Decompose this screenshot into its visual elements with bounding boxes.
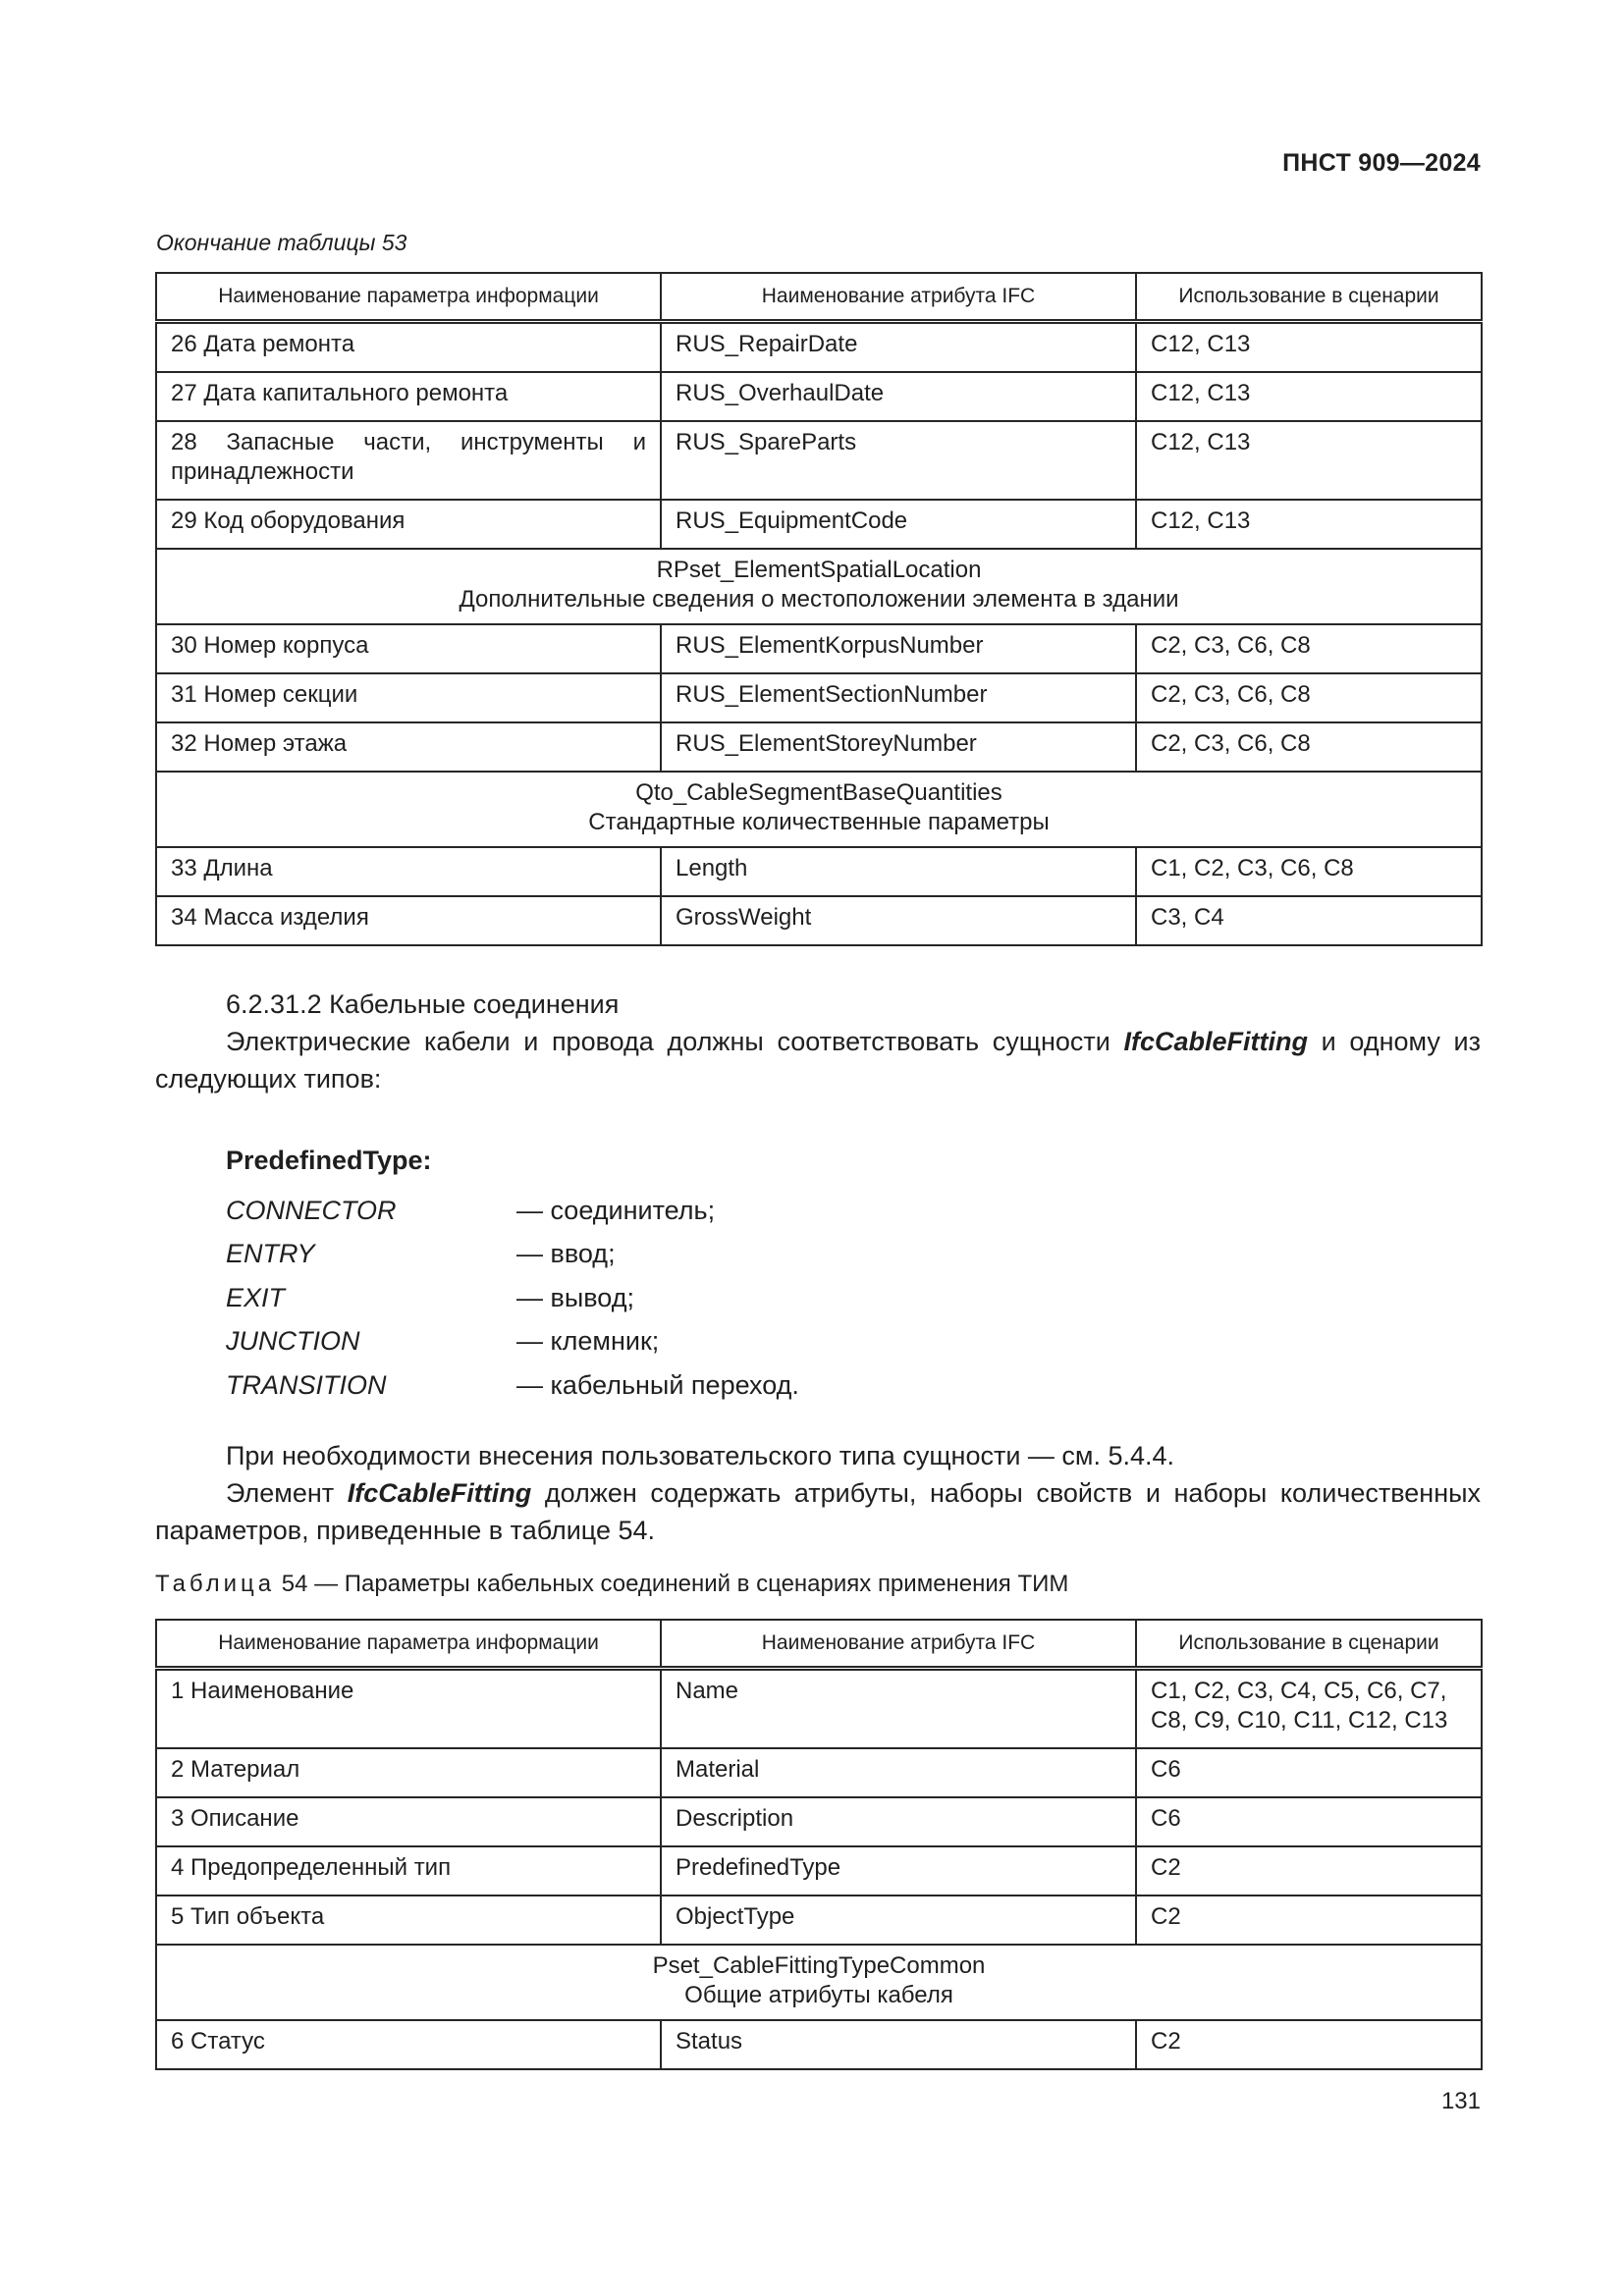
table-row — [156, 673, 1482, 722]
cell-scenario-usage: С1, С2, С3, С4, С5, С6, С7, С8, С9, С10, С11, С12, С13 — [1136, 1669, 1482, 1749]
property-set-group — [156, 1945, 1482, 2020]
type-name: ENTRY — [226, 1239, 315, 1268]
table-row — [156, 722, 1482, 772]
cell-ifc-attribute: RUS_SpareParts — [661, 421, 1136, 500]
table-54 — [155, 1619, 1483, 2070]
table-caption-title: 54 — Параметры кабельных соединений в сценариях применения ТИМ — [275, 1571, 1069, 1597]
table-header-row — [156, 1620, 1482, 1669]
quantity-set-name: Qto_CableSegmentBaseQuantities — [635, 779, 1002, 806]
entity-name: IfcCableFitting — [1123, 1027, 1308, 1056]
column-header-ifc-attribute: Наименование атрибута IFC — [661, 273, 1136, 322]
cell-scenario-usage: С6 — [1136, 1748, 1482, 1797]
column-header-scenario-usage: Использование в сценарии — [1136, 1620, 1482, 1669]
table-row — [156, 2020, 1482, 2069]
type-description: — вывод; — [516, 1282, 634, 1312]
table-row — [156, 1896, 1482, 1945]
quantity-set-description: Стандартные количественные параметры — [588, 809, 1050, 835]
cell-ifc-attribute: Length — [661, 847, 1136, 896]
cell-parameter: 27 Дата капитального ремонта — [156, 372, 661, 421]
type-description: — ввод; — [516, 1239, 616, 1268]
property-set-group — [156, 549, 1482, 624]
cell-parameter: 31 Номер секции — [156, 673, 661, 722]
cell-parameter: 4 Предопределенный тип — [156, 1846, 661, 1896]
property-set-name: RPset_ElementSpatialLocation — [656, 557, 982, 583]
type-description: — кабельный переход. — [516, 1369, 799, 1400]
element-paragraph — [155, 1474, 1481, 1549]
table-row — [156, 1797, 1482, 1846]
cell-ifc-attribute: RUS_OverhaulDate — [661, 372, 1136, 421]
table-53 — [155, 272, 1483, 946]
cell-parameter: 28 Запасные части, инструменты и принадлежности — [156, 421, 661, 500]
list-item — [226, 1319, 799, 1363]
cell-ifc-attribute: Status — [661, 2020, 1136, 2069]
cell-scenario-usage: С12, С13 — [1136, 322, 1482, 373]
cell-ifc-attribute: RUS_EquipmentCode — [661, 500, 1136, 549]
cell-scenario-usage: С2 — [1136, 2020, 1482, 2069]
column-header-ifc-attribute: Наименование атрибута IFC — [661, 1620, 1136, 1669]
cell-scenario-usage: С2 — [1136, 1846, 1482, 1896]
table-row — [156, 624, 1482, 673]
table-row — [156, 500, 1482, 549]
cell-parameter: 5 Тип объекта — [156, 1896, 661, 1945]
type-description: — соединитель; — [516, 1195, 716, 1225]
intro-text-after: и одному из следующих типов: — [155, 1027, 1481, 1094]
type-name: JUNCTION — [226, 1326, 360, 1356]
cell-scenario-usage: С2, С3, С6, С8 — [1136, 673, 1482, 722]
table-header-row — [156, 273, 1482, 322]
element-text-before: Элемент — [226, 1478, 348, 1508]
section-heading: 6.2.31.2 Кабельные соединения — [226, 989, 620, 1019]
cell-ifc-attribute: Description — [661, 1797, 1136, 1846]
cell-scenario-usage: С2, С3, С6, С8 — [1136, 624, 1482, 673]
cell-ifc-attribute: Material — [661, 1748, 1136, 1797]
type-description: — клемник; — [516, 1326, 660, 1356]
cell-scenario-usage: С12, С13 — [1136, 500, 1482, 549]
document-code: ПНСТ 909—2024 — [1282, 149, 1481, 177]
cell-scenario-usage: С3, С4 — [1136, 896, 1482, 945]
cell-scenario-usage: С6 — [1136, 1797, 1482, 1846]
section-intro-paragraph — [155, 1023, 1481, 1097]
predefined-type-title: PredefinedType: — [226, 1146, 432, 1175]
page-number: 131 — [1440, 2088, 1481, 2114]
cell-parameter: 34 Масса изделия — [156, 896, 661, 945]
cell-ifc-attribute: Name — [661, 1669, 1136, 1749]
table-group-row — [156, 772, 1482, 847]
cell-scenario-usage: С12, С13 — [1136, 372, 1482, 421]
cell-parameter: 6 Статус — [156, 2020, 661, 2069]
type-name: EXIT — [226, 1282, 286, 1312]
cell-scenario-usage: С2, С3, С6, С8 — [1136, 722, 1482, 772]
list-item — [226, 1363, 799, 1408]
table-row — [156, 372, 1482, 421]
table-row — [156, 847, 1482, 896]
table-row — [156, 1669, 1482, 1749]
cell-parameter: 29 Код оборудования — [156, 500, 661, 549]
type-name: CONNECTOR — [226, 1195, 397, 1225]
element-text-after: должен содержать атрибуты, наборы свойств и наборы количественных параметров, приведенные в таблице 54. — [155, 1478, 1482, 1545]
cell-ifc-attribute: PredefinedType — [661, 1846, 1136, 1896]
cell-parameter: 3 Описание — [156, 1797, 661, 1846]
cell-parameter: 1 Наименование — [156, 1669, 661, 1749]
table-group-row — [156, 549, 1482, 624]
table-row — [156, 421, 1482, 500]
property-set-name: Pset_CableFittingTypeCommon — [652, 1952, 986, 1979]
cell-ifc-attribute: GrossWeight — [661, 896, 1136, 945]
table-54-caption — [155, 1571, 1068, 1598]
table-row — [156, 322, 1482, 373]
cell-ifc-attribute: ObjectType — [661, 1896, 1136, 1945]
property-set-description: Дополнительные сведения о местоположении элемента в здании — [459, 586, 1179, 613]
cell-parameter: 2 Материал — [156, 1748, 661, 1797]
table-caption-word: Таблица — [155, 1571, 276, 1597]
cell-ifc-attribute: RUS_ElementKorpusNumber — [661, 624, 1136, 673]
custom-type-note: При необходимости внесения пользовательского типа сущности — см. 5.4.4. — [226, 1441, 1175, 1470]
table-row — [156, 896, 1482, 945]
cell-parameter: 26 Дата ремонта — [156, 322, 661, 373]
intro-text-before: Электрические кабели и провода должны соответствовать сущности — [226, 1027, 1124, 1056]
cell-parameter: 33 Длина — [156, 847, 661, 896]
table-continuation-caption: Окончание таблицы 53 — [156, 230, 407, 255]
column-header-scenario-usage: Использование в сценарии — [1136, 273, 1482, 322]
column-header-parameter: Наименование параметра информации — [156, 1620, 661, 1669]
cell-scenario-usage: С2 — [1136, 1896, 1482, 1945]
column-header-parameter: Наименование параметра информации — [156, 273, 661, 322]
list-item — [226, 1189, 799, 1233]
table-group-row — [156, 1945, 1482, 2020]
table-row — [156, 1748, 1482, 1797]
cell-ifc-attribute: RUS_RepairDate — [661, 322, 1136, 373]
entity-name: IfcCableFitting — [347, 1478, 532, 1508]
table-row — [156, 1846, 1482, 1896]
list-item — [226, 1232, 799, 1276]
property-set-description: Общие атрибуты кабеля — [684, 1982, 953, 2008]
cell-scenario-usage: С1, С2, С3, С6, С8 — [1136, 847, 1482, 896]
cell-scenario-usage: С12, С13 — [1136, 421, 1482, 500]
cell-ifc-attribute: RUS_ElementStoreyNumber — [661, 722, 1136, 772]
predefined-type-list — [226, 1139, 799, 1407]
quantity-set-group — [156, 772, 1482, 847]
cell-parameter: 30 Номер корпуса — [156, 624, 661, 673]
cell-parameter: 32 Номер этажа — [156, 722, 661, 772]
cell-ifc-attribute: RUS_ElementSectionNumber — [661, 673, 1136, 722]
list-item — [226, 1276, 799, 1320]
type-name: TRANSITION — [226, 1369, 387, 1400]
